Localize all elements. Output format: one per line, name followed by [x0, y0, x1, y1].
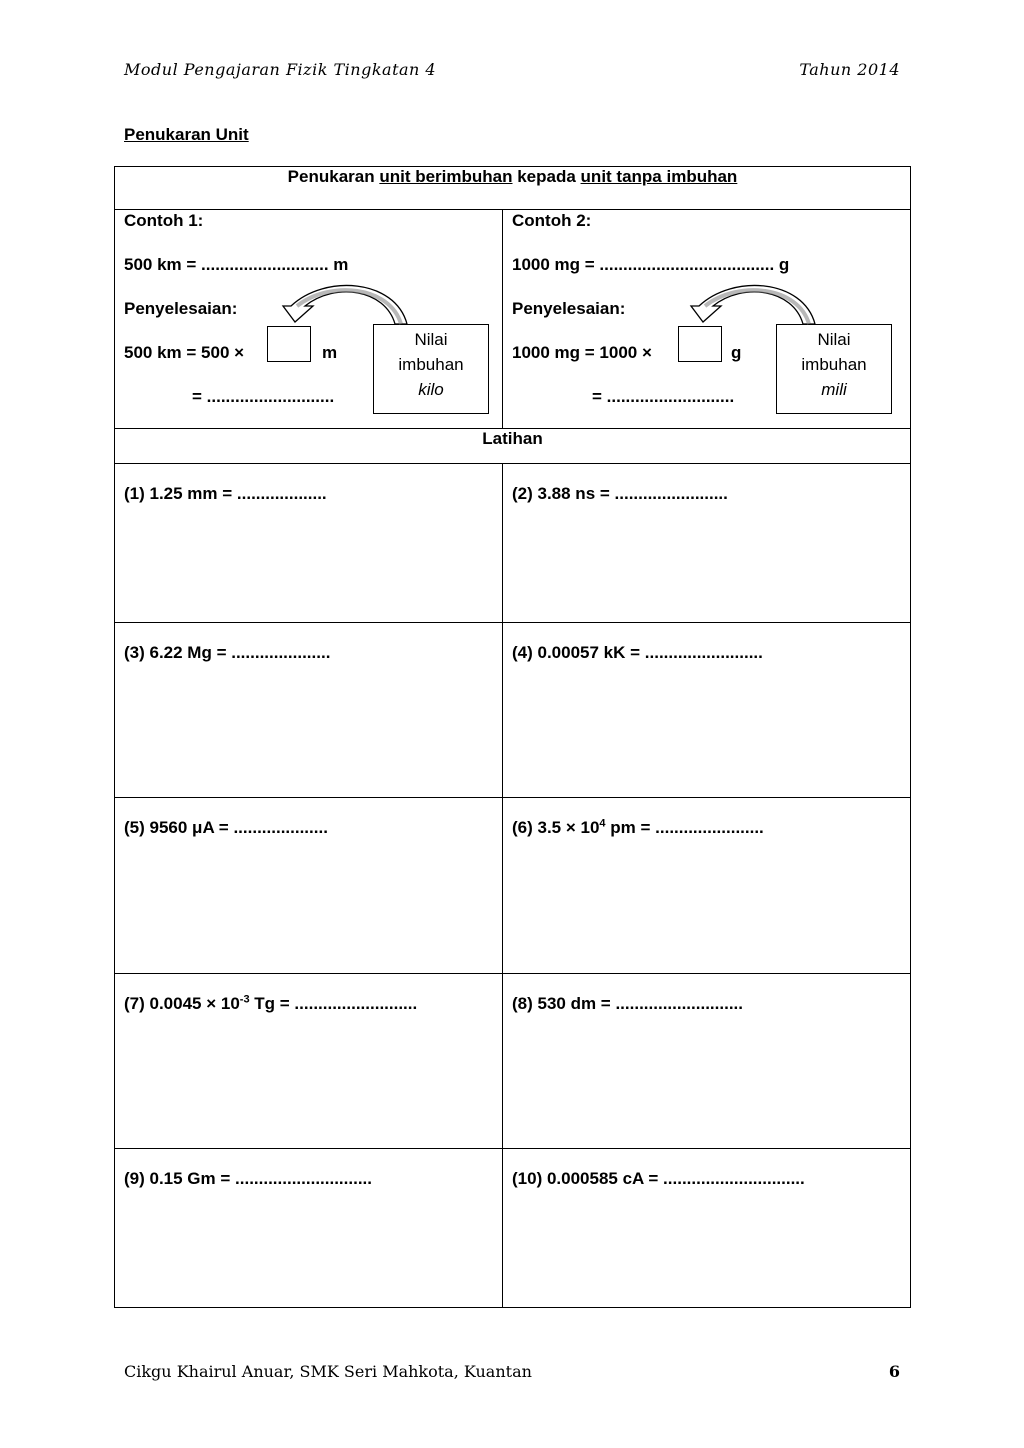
- exercise-6: (6) $3.5 \times 10^4$ pm = .......................: [512, 817, 764, 837]
- exercise-8: (8) 530 dm = ...........................: [512, 994, 743, 1013]
- exercise-7: (7) $0.0045 \times 10^{-3}$ Tg = ..........................: [124, 993, 418, 1013]
- title-text-3: kepada: [512, 167, 581, 186]
- example-1-result: = ...........................: [192, 387, 335, 406]
- exercise-cell: [115, 464, 503, 623]
- exercise-10: (10) 0.000585 cA = ..............................: [512, 1169, 805, 1188]
- exercise-1: (1) 1.25 mm = ...................: [124, 484, 327, 503]
- exercise-cell: [115, 1149, 503, 1308]
- exercise-4: (4) 0.00057 kK = .........................: [512, 643, 763, 662]
- curved-arrow-icon: [275, 284, 415, 334]
- exercise-9: (9) 0.15 Gm = .............................: [124, 1169, 372, 1188]
- example-2-heading: Contoh 2:: [512, 211, 592, 230]
- example-1-heading: Contoh 1:: [124, 211, 204, 230]
- example-1-step-unit: m: [322, 343, 338, 362]
- example-1-question: 500 km = ........................... m: [124, 255, 349, 274]
- example-1-step: 500 km = 500 ×: [124, 343, 245, 362]
- prefix-box-line1: Nilai: [817, 330, 851, 349]
- exercise-cell: [115, 623, 503, 798]
- exercise-cell: [503, 798, 911, 974]
- exercise-cell: [503, 464, 911, 623]
- footer-author: Cikgu Khairul Anuar, SMK Seri Mahkota, Kuantan: [124, 1362, 532, 1381]
- header-year: Tahun 2014: [799, 60, 900, 79]
- example-2-step-unit: g: [731, 343, 742, 362]
- example-2-solution-label: Penyelesaian:: [512, 299, 626, 318]
- example-2-cell: [503, 210, 911, 429]
- footer-page-number: 6: [888, 1362, 900, 1381]
- example-2-step: 1000 mg = 1000 ×: [512, 343, 652, 362]
- exercise-cell: [503, 974, 911, 1149]
- exercise-cell: [115, 974, 503, 1149]
- title-text-1: Penukaran: [287, 167, 380, 186]
- example-2-prefix-box: [776, 324, 892, 414]
- title-text-4: unit tanpa imbuhan: [580, 167, 738, 186]
- section-title: Penukaran Unit: [124, 125, 249, 144]
- exercise-cell: [115, 798, 503, 974]
- exercise-2: (2) 3.88 ns = ........................: [512, 484, 728, 503]
- prefix-box-line1: Nilai: [414, 330, 448, 349]
- example-1-cell: [115, 210, 503, 429]
- latihan-heading: Latihan: [115, 429, 911, 464]
- title-text-2: unit berimbuhan: [379, 167, 513, 186]
- exercise-cell: [503, 1149, 911, 1308]
- example-1-prefix-box: [373, 324, 489, 414]
- exercise-cell: [503, 623, 911, 798]
- conversion-table: [114, 166, 911, 1308]
- prefix-box-prefix: mili: [821, 380, 847, 399]
- example-2-result: = ...........................: [592, 387, 735, 406]
- prefix-box-line2: imbuhan: [398, 355, 464, 374]
- exercise-5: (5) 9560 μA = ....................: [124, 818, 328, 837]
- example-1-solution-label: Penyelesaian:: [124, 299, 238, 318]
- prefix-box-prefix: kilo: [418, 380, 444, 399]
- curved-arrow-icon: [683, 284, 823, 334]
- header-module-title: Modul Pengajaran Fizik Tingkatan 4: [124, 60, 437, 79]
- table-title: [115, 167, 911, 210]
- prefix-box-line2: imbuhan: [801, 355, 867, 374]
- exercise-3: (3) 6.22 Mg = .....................: [124, 643, 331, 662]
- example-2-question: 1000 mg = ..................................... g: [512, 255, 790, 274]
